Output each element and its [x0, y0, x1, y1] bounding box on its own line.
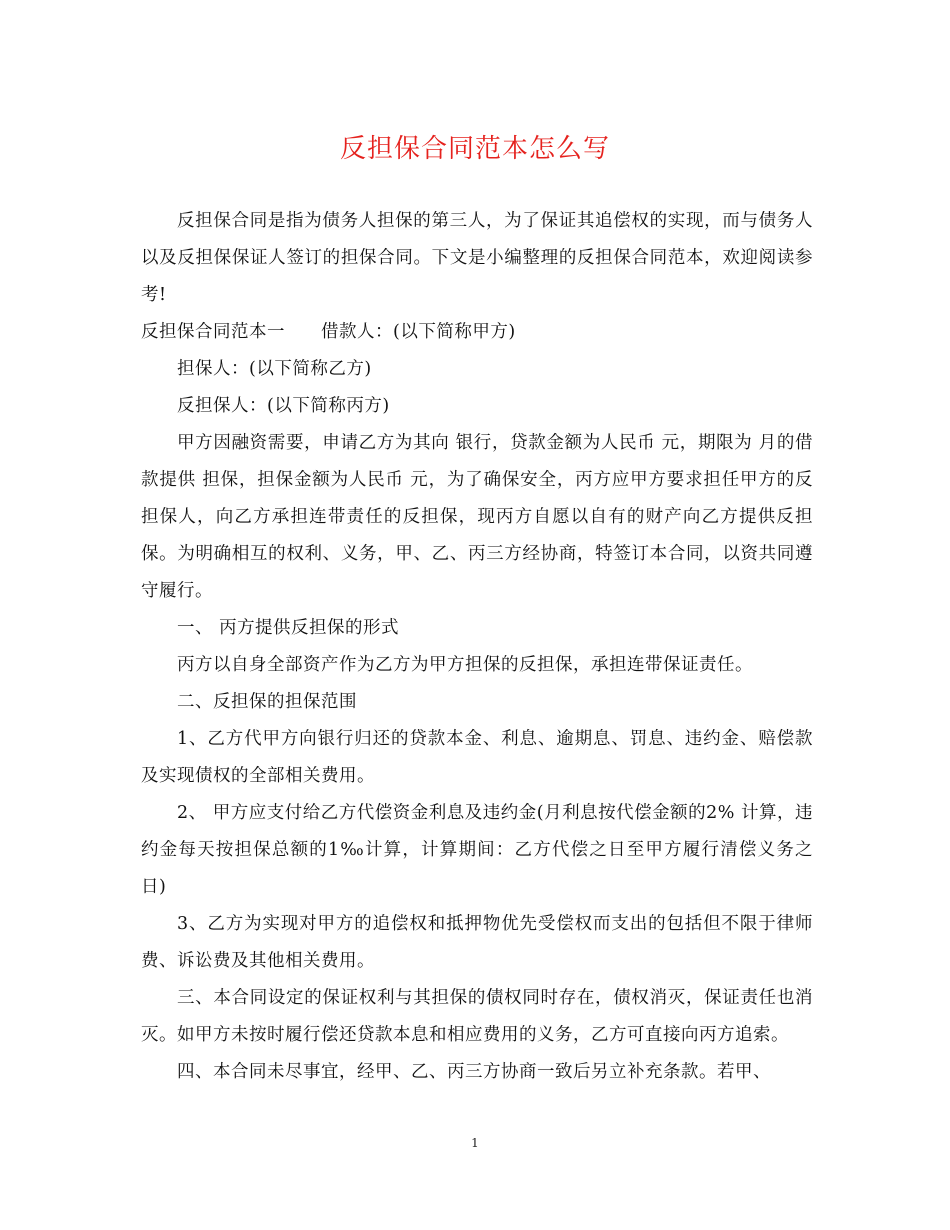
section-4-paragraph: 四、本合同未尽事宜，经甲、乙、丙三方协商一致后另立补充条款。若甲、 — [177, 1062, 771, 1082]
document-title: 反担保合同范本怎么写 — [339, 134, 610, 164]
borrower-line: 反担保合同范本一 借款人：(以下简称甲方) — [141, 322, 516, 342]
section-heading-1: 一、 丙方提供反担保的形式 — [177, 618, 400, 638]
counter-guarantor-line: 反担保人：(以下简称丙方) — [177, 396, 390, 416]
document-body — [141, 203, 813, 1091]
scope-item-2: 2、 甲方应支付给乙方代偿资金利息及违约金(月利息按代偿金额的2% 计算，违约金每天按担保总额的1‰计算，计算期间：乙方代偿之日至甲方履行清偿义务之日) — [141, 803, 813, 897]
scope-item-1: 1、乙方代甲方向银行归还的贷款本金、利息、逾期息、罚息、违约金、赔偿款及实现债权的全部相关费用。 — [141, 729, 813, 786]
intro-paragraph: 反担保合同是指为债务人担保的第三人，为了保证其追偿权的实现，而与债务人以及反担保保证人签订的担保合同。下文是小编整理的反担保合同范本，欢迎阅读参考! — [141, 211, 813, 305]
section-heading-2: 二、反担保的担保范围 — [177, 692, 357, 712]
scope-item-3: 3、乙方为实现对甲方的追偿权和抵押物优先受偿权而支出的包括但不限于律师费、诉讼费及其他相关费用。 — [141, 914, 813, 971]
background-paragraph: 甲方因融资需要，申请乙方为其向 银行，贷款金额为人民币 元，期限为 月的借款提供 担保，担保金额为人民币 元，为了确保安全，丙方应甲方要求担任甲方的反担保人，向乙方承担连带责任的反担保，现丙方自愿以自有的财产向乙方提供反担保。为明确相互的权利、义务，甲、乙、丙三方经协商，特签订本合同，以资共同遵守履行。 — [141, 433, 813, 601]
guarantor-line: 担保人：(以下简称乙方) — [177, 359, 372, 379]
section-1-paragraph: 丙方以自身全部资产作为乙方为甲方担保的反担保，承担连带保证责任。 — [177, 655, 753, 675]
page-number: 1 — [471, 1136, 479, 1150]
section-3-paragraph: 三、本合同设定的保证权利与其担保的债权同时存在，债权消灭，保证责任也消灭。如甲方未按时履行偿还贷款本息和相应费用的义务，乙方可直接向丙方追索。 — [141, 988, 813, 1045]
